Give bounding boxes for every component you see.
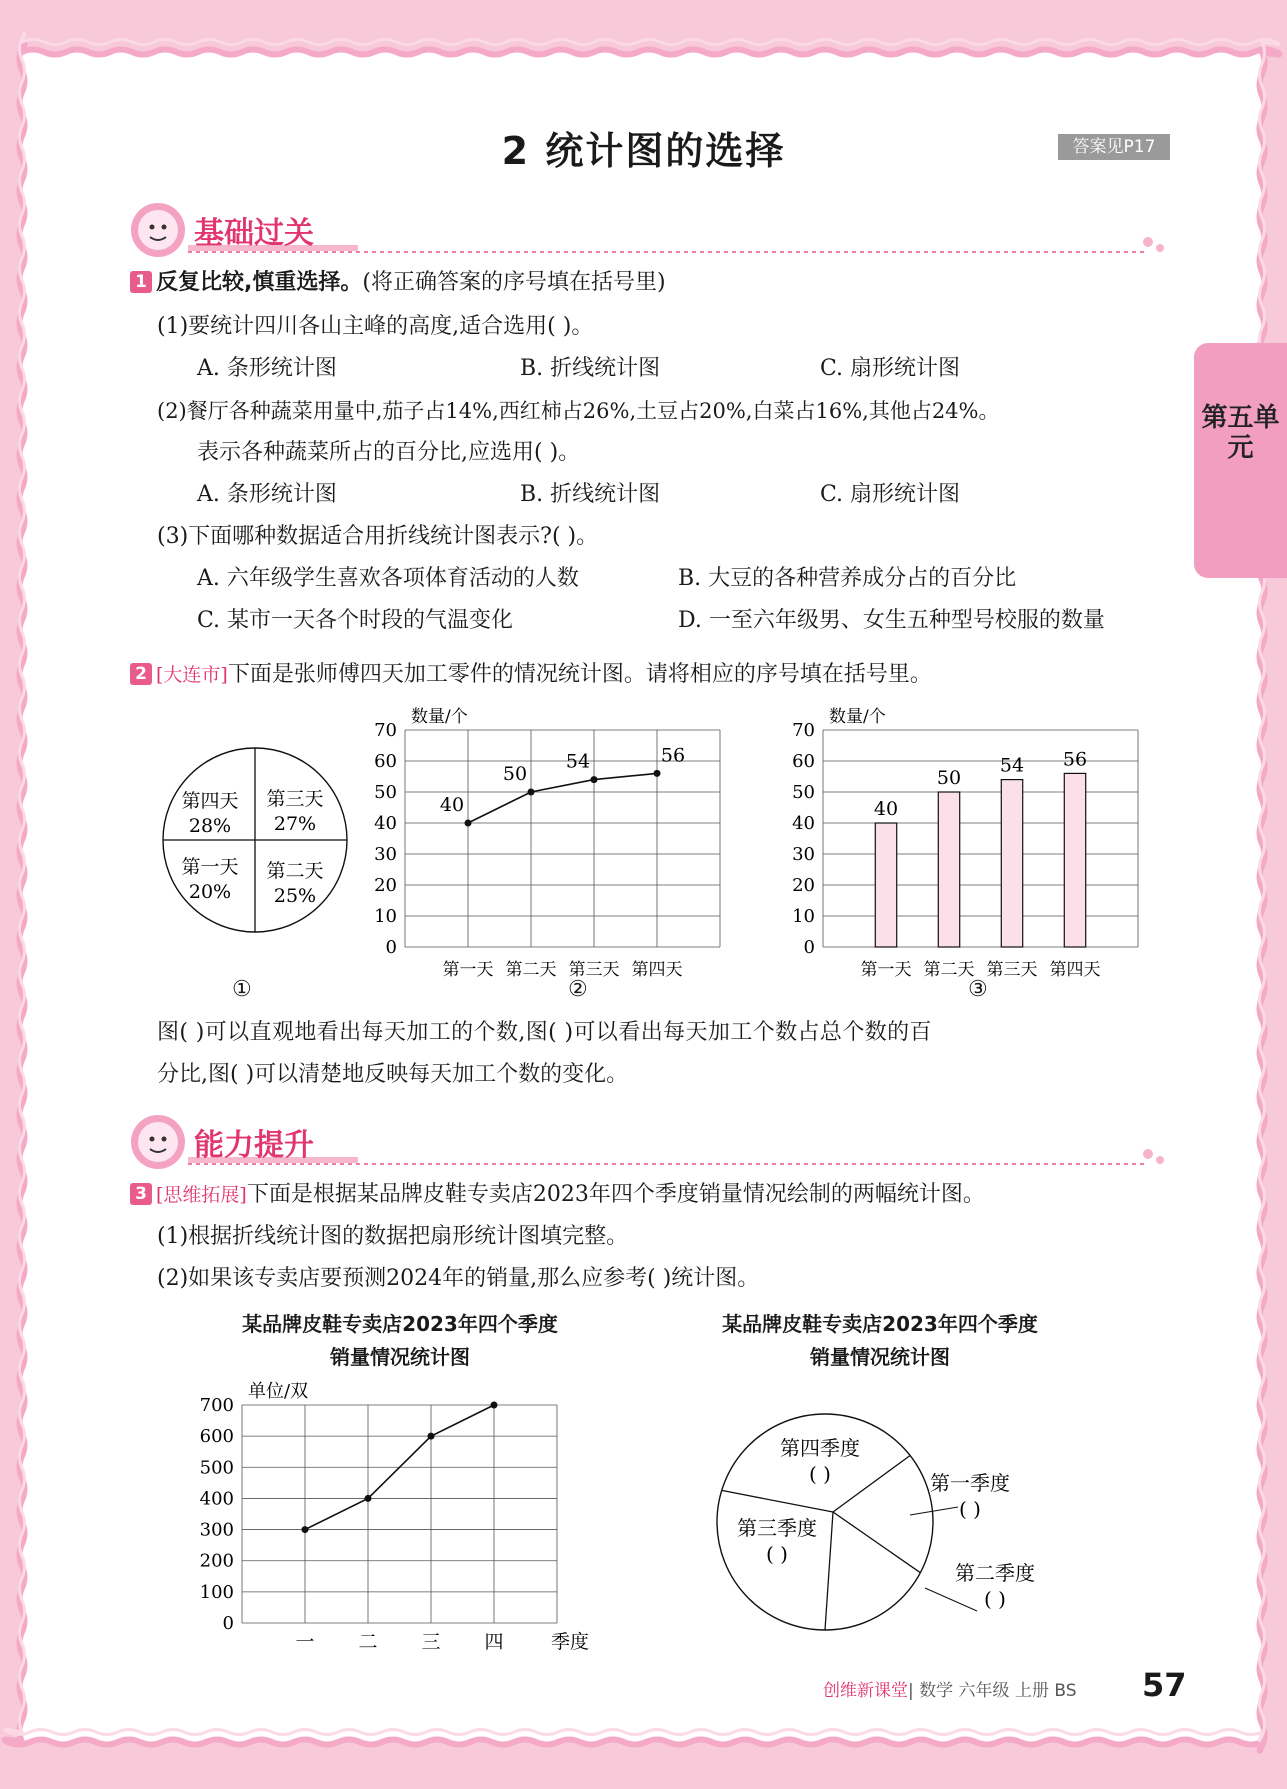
question-2-fill-line-1: 图( )可以直观地看出每天加工的个数,图( )可以看出每天加工个数占总个数的百 [157, 1020, 932, 1045]
data-point [428, 1433, 435, 1440]
data-point [528, 789, 535, 796]
data-point [591, 776, 598, 783]
question-number-badge: 2 [130, 663, 152, 685]
question-number-badge: 3 [130, 1183, 152, 1205]
x-tick-label: 第一天 [442, 960, 494, 980]
bar [875, 823, 896, 947]
y-tick-label: 70 [374, 720, 397, 741]
figure-label-3: ③ [968, 977, 988, 1002]
x-tick-label: 三 [421, 1631, 441, 1653]
line-chart-quarters [190, 1365, 610, 1655]
pie-slice-label: 第一天 [181, 856, 239, 878]
x-tick-label: 一 [295, 1631, 315, 1653]
chart-subtitle-pie-right: 销量情况统计图 [810, 1345, 950, 1369]
series-line [468, 773, 657, 823]
section-title-basic: 基础过关 [194, 216, 314, 251]
footer [823, 1676, 1077, 1701]
chart-title-pie-right: 某品牌皮鞋专卖店2023年四个季度 [722, 1312, 1038, 1336]
option-c: C. 扇形统计图 [820, 482, 961, 507]
pie-slice-value: ( ) [984, 1587, 1006, 1611]
pie-slice-label: 第三天 [266, 788, 324, 810]
y-tick-label: 300 [199, 1519, 234, 1541]
x-tick-label: 四 [484, 1631, 504, 1653]
y-tick-label: 60 [792, 751, 815, 772]
question-2-fill-line-2: 分比,图( )可以清楚地反映每天加工个数的变化。 [157, 1062, 629, 1087]
question-number-badge: 1 [130, 271, 152, 293]
y-tick-label: 70 [792, 720, 815, 741]
option-b: B. 折线统计图 [520, 356, 661, 381]
section-title-advanced: 能力提升 [194, 1128, 314, 1163]
data-label: 40 [439, 794, 465, 816]
question-1-3-stem: (3)下面哪种数据适合用折线统计图表示?( )。 [157, 524, 599, 549]
y-tick-label: 40 [374, 813, 397, 834]
pie-slice-value: 28% [188, 815, 232, 837]
y-tick-label: 0 [803, 937, 815, 958]
x-tick-label: 第三天 [568, 960, 620, 980]
bar [1001, 780, 1022, 947]
data-label: 56 [1062, 748, 1088, 771]
figure-label-1: ① [232, 977, 252, 1002]
pie-slice-label: 第一季度 [930, 1471, 1010, 1495]
bar-chart-days [778, 700, 1188, 990]
question-1-2-stem: (2)餐厅各种蔬菜用量中,茄子占14%,西红柿占26%,土豆占20%,白菜占16%,其他占24%。 [157, 399, 1000, 423]
data-point [491, 1402, 498, 1409]
x-tick-label: 第四天 [1049, 960, 1101, 980]
question-1-instruction: (将正确答案的序号填在括号里) [362, 270, 666, 295]
figure-label-2: ② [568, 977, 588, 1002]
y-tick-label: 10 [792, 906, 815, 927]
pie-chart-days [150, 735, 360, 945]
y-axis-label: 单位/双 [248, 1381, 309, 1402]
y-tick-label: 10 [374, 906, 397, 927]
question-source-tag: [思维拓展] [156, 1184, 247, 1206]
answer-reference: 答案见P17 [1058, 134, 1170, 160]
pie-slice-value: 25% [273, 885, 317, 907]
data-label: 54 [565, 750, 591, 773]
question-3-2-stem: (2)如果该专卖店要预测2024年的销量,那么应参考( )统计图。 [157, 1266, 760, 1291]
x-tick-label: 第二天 [505, 960, 557, 980]
line-chart-days [360, 700, 770, 990]
data-label: 54 [999, 754, 1025, 777]
pie-slice-label: 第四天 [181, 790, 239, 812]
question-1-1-stem: (1)要统计四川各山主峰的高度,适合选用( )。 [157, 314, 594, 339]
pie-slice-value: ( ) [766, 1542, 788, 1566]
chart-title-line-left: 某品牌皮鞋专卖店2023年四个季度 [242, 1312, 558, 1336]
option-b: B. 折线统计图 [520, 482, 661, 507]
question-1-title: 反复比较,慎重选择。 [156, 270, 363, 295]
option-c: C. 某市一天各个时段的气温变化 [197, 608, 514, 633]
y-tick-label: 40 [792, 813, 815, 834]
pie-slice-value: ( ) [809, 1462, 831, 1486]
bar [1064, 773, 1085, 947]
y-axis-label: 数量/个 [829, 707, 886, 727]
footer-brand: 创维新课堂 [823, 1681, 908, 1701]
pie-slice-value: 27% [273, 813, 317, 835]
y-tick-label: 0 [222, 1613, 234, 1634]
page-title: 2 统计图的选择 [501, 129, 786, 173]
pie-chart-quarters [715, 1405, 1075, 1635]
y-tick-label: 100 [199, 1581, 234, 1603]
y-tick-label: 50 [374, 782, 397, 803]
y-tick-label: 400 [199, 1488, 234, 1510]
question-3-1-stem: (1)根据折线统计图的数据把扇形统计图填完整。 [157, 1224, 629, 1249]
option-c: C. 扇形统计图 [820, 356, 961, 381]
data-label: 56 [660, 744, 686, 767]
question-2-text: 下面是张师傅四天加工零件的情况统计图。请将相应的序号填在括号里。 [227, 662, 932, 687]
data-point [465, 820, 472, 827]
option-a: A. 六年级学生喜欢各项体育活动的人数 [197, 566, 579, 591]
option-a: A. 条形统计图 [197, 482, 337, 507]
y-tick-label: 20 [374, 875, 397, 896]
unit-side-tab [1194, 343, 1287, 578]
y-tick-label: 30 [792, 844, 815, 865]
x-axis-label: 季度 [551, 1631, 590, 1653]
x-tick-label: 第二天 [923, 960, 975, 980]
pie-slice-label: 第三季度 [737, 1516, 817, 1540]
data-label: 50 [936, 767, 962, 789]
pie-slice-label: 第四季度 [780, 1436, 860, 1460]
y-tick-label: 600 [199, 1426, 234, 1448]
y-tick-label: 500 [199, 1457, 234, 1479]
question-3-text: 下面是根据某品牌皮鞋专卖店2023年四个季度销量情况绘制的两幅统计图。 [246, 1182, 985, 1207]
option-b: B. 大豆的各种营养成分占的百分比 [678, 566, 1017, 591]
pie-slice-value: 20% [188, 881, 232, 903]
y-tick-label: 30 [374, 844, 397, 865]
y-tick-label: 700 [199, 1395, 234, 1416]
pie-slice-label: 第二季度 [955, 1561, 1035, 1585]
x-tick-label: 第四天 [631, 960, 683, 980]
footer-book-info: | 数学 六年级 上册 BS [908, 1681, 1077, 1701]
x-tick-label: 第三天 [986, 960, 1038, 980]
x-tick-label: 二 [358, 1631, 378, 1653]
question-1-2-stem-cont: 表示各种蔬菜所占的百分比,应选用( )。 [197, 440, 581, 465]
y-tick-label: 20 [792, 875, 815, 896]
y-tick-label: 0 [385, 937, 397, 958]
chart-subtitle-line-left: 销量情况统计图 [330, 1345, 470, 1369]
option-d: D. 一至六年级男、女生五种型号校服的数量 [678, 608, 1105, 633]
page-number: 57 [1142, 1666, 1187, 1704]
data-point [654, 770, 661, 777]
question-source-tag: [大连市] [156, 664, 228, 686]
pie-leader-line [925, 1588, 977, 1611]
option-a: A. 条形统计图 [197, 356, 337, 381]
question-3-heading [130, 1180, 985, 1210]
data-point [302, 1526, 309, 1533]
y-tick-label: 50 [792, 782, 815, 803]
pie-slice-label: 第二天 [266, 860, 324, 882]
bar [938, 792, 959, 947]
y-axis-label: 数量/个 [411, 707, 468, 727]
question-2-heading [130, 660, 932, 690]
x-tick-label: 第一天 [860, 960, 912, 980]
question-1-heading [130, 268, 666, 298]
pie-slice-value: ( ) [959, 1497, 981, 1521]
data-point [365, 1495, 372, 1502]
data-label: 40 [873, 798, 899, 820]
unit-side-tab-label: 第五单元 [1201, 403, 1280, 463]
data-label: 50 [502, 763, 528, 785]
y-tick-label: 60 [374, 751, 397, 772]
y-tick-label: 200 [199, 1550, 234, 1572]
